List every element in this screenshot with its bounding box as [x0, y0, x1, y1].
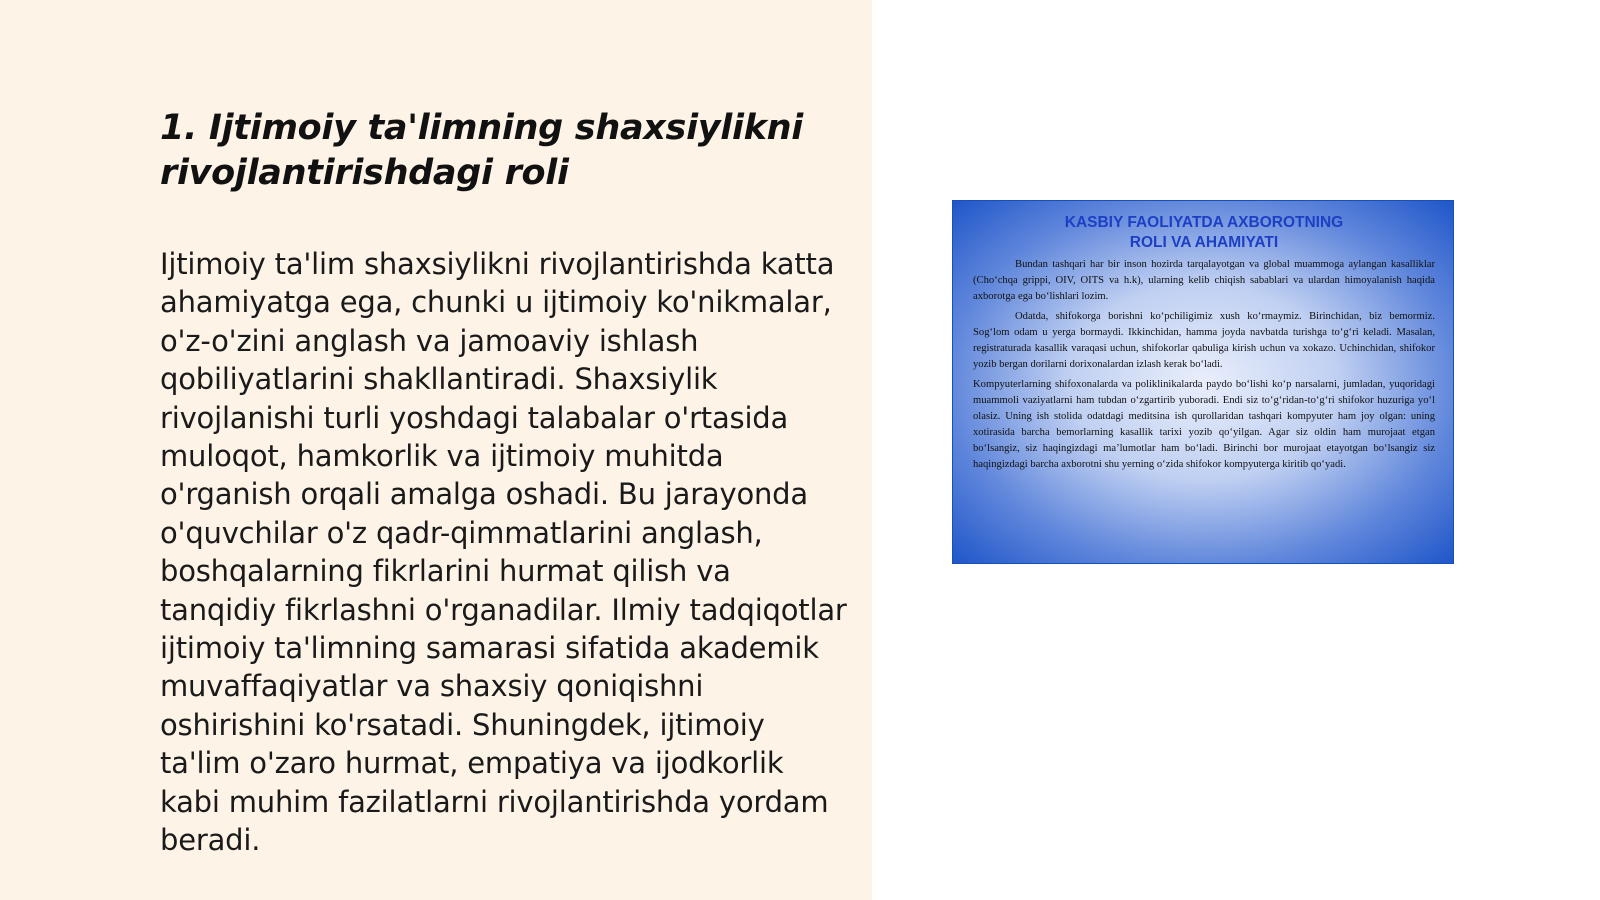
document-image-paragraph-3: Kompyuterlarning shifoxonalarda va poliklinikalarda paydo bo‘lishi ko‘p narsalarni, jumladan, yuqoridagi muammoli vaziyatlarni ham tubdan o‘zgartirib yuboradi. Endi siz to‘g‘ridan-to‘g‘ri shifokor huzuriga yo‘l olasiz. Uning ish stolida odatdagi meditsina ish qurollaridan tashqari kompyuter ham joy olgan: uning xotirasida barcha bemorlarning kasallik tarixi yozib qo‘yilgan. Agar siz oldin ham murojaat etgan bo‘lsangiz, siz haqingizdagi ma’lumotlar ham bo‘ladi. Birinchi bor murojaat etayotgan bo‘lsangiz siz haqingizdagi barcha axborotni shu yerning o‘zida shifokor kompyuterga kiritib qo‘yadi.	[973, 379, 1435, 470]
document-image-paragraph-1: Bundan tashqari har bir inson hozirda tarqalayotgan va global muammoga aylangan kasalliklar (Cho‘chqa grippi, OIV, OITS va h.k), ularning kelib chiqish sabablari va ulardan himoyalanish haqida axborotga ega bo‘lishlari lozim.	[973, 259, 1435, 302]
slide-heading: 1. Ijtimoiy ta'limning shaxsiylikni rivojlantirishdagi roli	[160, 108, 803, 193]
document-image-title-line-2: ROLI VA AHAMIYATI	[1129, 234, 1279, 251]
slide-body-text: Ijtimoiy ta'lim shaxsiylikni rivojlantirishda katta ahamiyatga ega, chunki u ijtimoiy ko'nikmalar, o'z-o'zini anglash va jamoaviy ishlash qobiliyatlarini shakllantiradi. Shaxsiylik rivojlanishi turli yoshdagi talabalar o'rtasida muloqot, hamkorlik va ijtimoiy muhitda o'rganish orqali amalga oshadi. Bu jarayonda o'quvchilar o'z qadr-qimmatlarini anglash, boshqalarning fikrlarini hurmat qilish va tanqidiy fikrlashni o'rganadilar. Ilmiy tadqiqotlar ijtimoiy ta'limning samarasi sifatida akademik muvaffaqiyatlar va shaxsiy qoniqishni oshirishini ko'rsatadi. Shuningdek, ijtimoiy ta'lim o'zaro hurmat, empatiya va ijodkorlik kabi muhim fazilatlarni rivojlantirishda yordam beradi.	[160, 247, 847, 858]
document-image	[952, 200, 1454, 564]
document-image-paragraph-2: Odatda, shifokorga borishni ko‘pchiligimiz xush ko‘rmaymiz. Birinchidan, biz bemormiz. Sog‘lom odam u yerga bormaydi. Ikkinchidan, hamma joyda navbatda turishga to‘g‘ri keladi. Masalan, registraturada kasallik varaqasi uchun, shifokorlar qabuliga kirish uchun va xokazo. Uchinchidan, shifokor yozib bergan dorilarni dorixonalardan izlash kerak bo‘ladi.	[973, 311, 1435, 370]
document-image-title	[973, 213, 1435, 253]
document-image-title-line-1: KASBIY FAOLIYATDA AXBOROTNING	[1064, 214, 1344, 231]
